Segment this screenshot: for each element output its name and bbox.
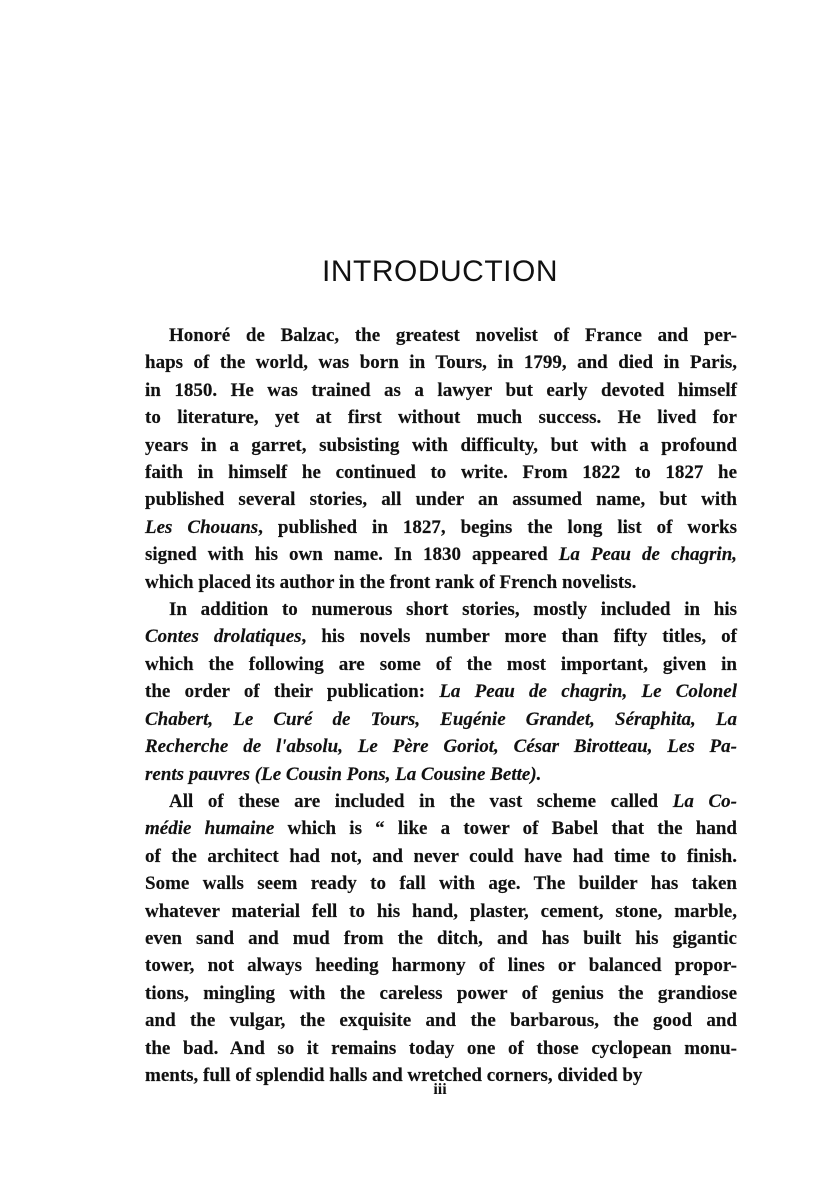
text-line	[145, 623, 737, 650]
text-segment: which is “ like a tower of Babel that the hand	[274, 818, 737, 840]
text-segment: tions, mingling with the careless power of genius the grandiose	[145, 982, 737, 1004]
text-segment: Honoré de Balzac, the greatest novelist of France and per-	[169, 325, 737, 346]
text-segment: which placed its author in the front rank of French novelists.	[145, 571, 637, 593]
italic-title: Recherche de l'absolu, Le Père Goriot, César Birotteau, Les Pa-	[145, 736, 737, 758]
text-line	[145, 898, 737, 925]
text-line	[145, 925, 737, 952]
text-line	[145, 1007, 737, 1034]
text-segment: , his novels number more than fifty titles, of	[301, 626, 737, 648]
text-line	[145, 322, 737, 349]
italic-title: La Peau de chagrin,	[558, 544, 738, 566]
text-segment: and the vulgar, the exquisite and the barbarous, the good and	[145, 1010, 737, 1032]
text-line	[145, 349, 737, 376]
text-line	[145, 952, 737, 979]
text-segment: In addition to numerous short stories, mostly included in his	[169, 599, 737, 621]
paragraph	[145, 322, 737, 596]
italic-title: Les Chouans	[145, 516, 259, 538]
text-line	[145, 1035, 737, 1062]
text-segment: the bad. And so it remains today one of those cyclopean monu-	[145, 1037, 737, 1059]
text-line	[145, 514, 737, 541]
text-line	[145, 541, 737, 568]
text-line	[145, 815, 737, 842]
page-title: INTRODUCTION	[322, 255, 558, 288]
text-line	[145, 870, 737, 897]
text-segment: to literature, yet at first without much success. He lived for	[145, 407, 737, 429]
text-segment: the order of their publication:	[145, 681, 440, 703]
text-line	[145, 761, 737, 788]
text-line	[145, 678, 737, 705]
text-segment: signed with his own name. In 1830 appeared	[145, 544, 559, 566]
text-segment: which the following are some of the most important, given in	[145, 653, 737, 675]
text-segment: faith in himself he continued to write. From 1822 to 1827 he	[145, 462, 737, 484]
italic-title: Contes drolatiques	[145, 626, 302, 648]
text-line	[145, 486, 737, 513]
text-segment: even sand and mud from the ditch, and has built his gigantic	[145, 927, 737, 949]
body-text	[145, 322, 737, 1089]
italic-title: La Co-	[672, 790, 738, 812]
text-segment: , published in 1827, begins the long list of works	[258, 516, 738, 538]
italic-title: rents pauvres (Le Cousin Pons, La Cousine Bette).	[145, 763, 542, 785]
text-line	[145, 980, 737, 1007]
text-line	[145, 733, 737, 760]
text-line	[145, 843, 737, 870]
text-line	[145, 432, 737, 459]
text-segment: haps of the world, was born in Tours, in 1799, and died in Paris,	[145, 352, 737, 374]
text-line	[145, 706, 737, 733]
text-line	[145, 377, 737, 404]
text-segment: Some walls seem ready to fall with age. The builder has taken	[145, 873, 737, 895]
text-line	[145, 459, 737, 486]
italic-title: La Peau de chagrin, Le Colonel	[439, 681, 737, 703]
text-segment: of the architect had not, and never could have had time to finish.	[145, 845, 737, 867]
text-line	[145, 404, 737, 431]
page-number: iii	[433, 1081, 447, 1098]
italic-title: médie humaine	[145, 818, 275, 840]
paragraph	[145, 596, 737, 788]
italic-title: Chabert, Le Curé de Tours, Eugénie Grandet, Séraphita, La	[145, 708, 737, 730]
text-segment: whatever material fell to his hand, plaster, cement, stone, marble,	[145, 900, 737, 922]
text-segment: All of these are included in the vast scheme called	[169, 790, 673, 812]
paragraph	[145, 788, 737, 1089]
text-line	[145, 569, 737, 596]
text-segment: published several stories, all under an assumed name, but with	[145, 489, 737, 511]
text-segment: ments, full of splendid halls and wretched corners, divided by	[145, 1064, 643, 1086]
text-line	[145, 651, 737, 678]
text-segment: tower, not always heeding harmony of lines or balanced propor-	[145, 955, 737, 977]
text-segment: in 1850. He was trained as a lawyer but early devoted himself	[145, 379, 737, 401]
text-line	[145, 596, 737, 623]
text-line	[145, 788, 737, 815]
text-segment: years in a garret, subsisting with difficulty, but with a profound	[145, 434, 737, 456]
